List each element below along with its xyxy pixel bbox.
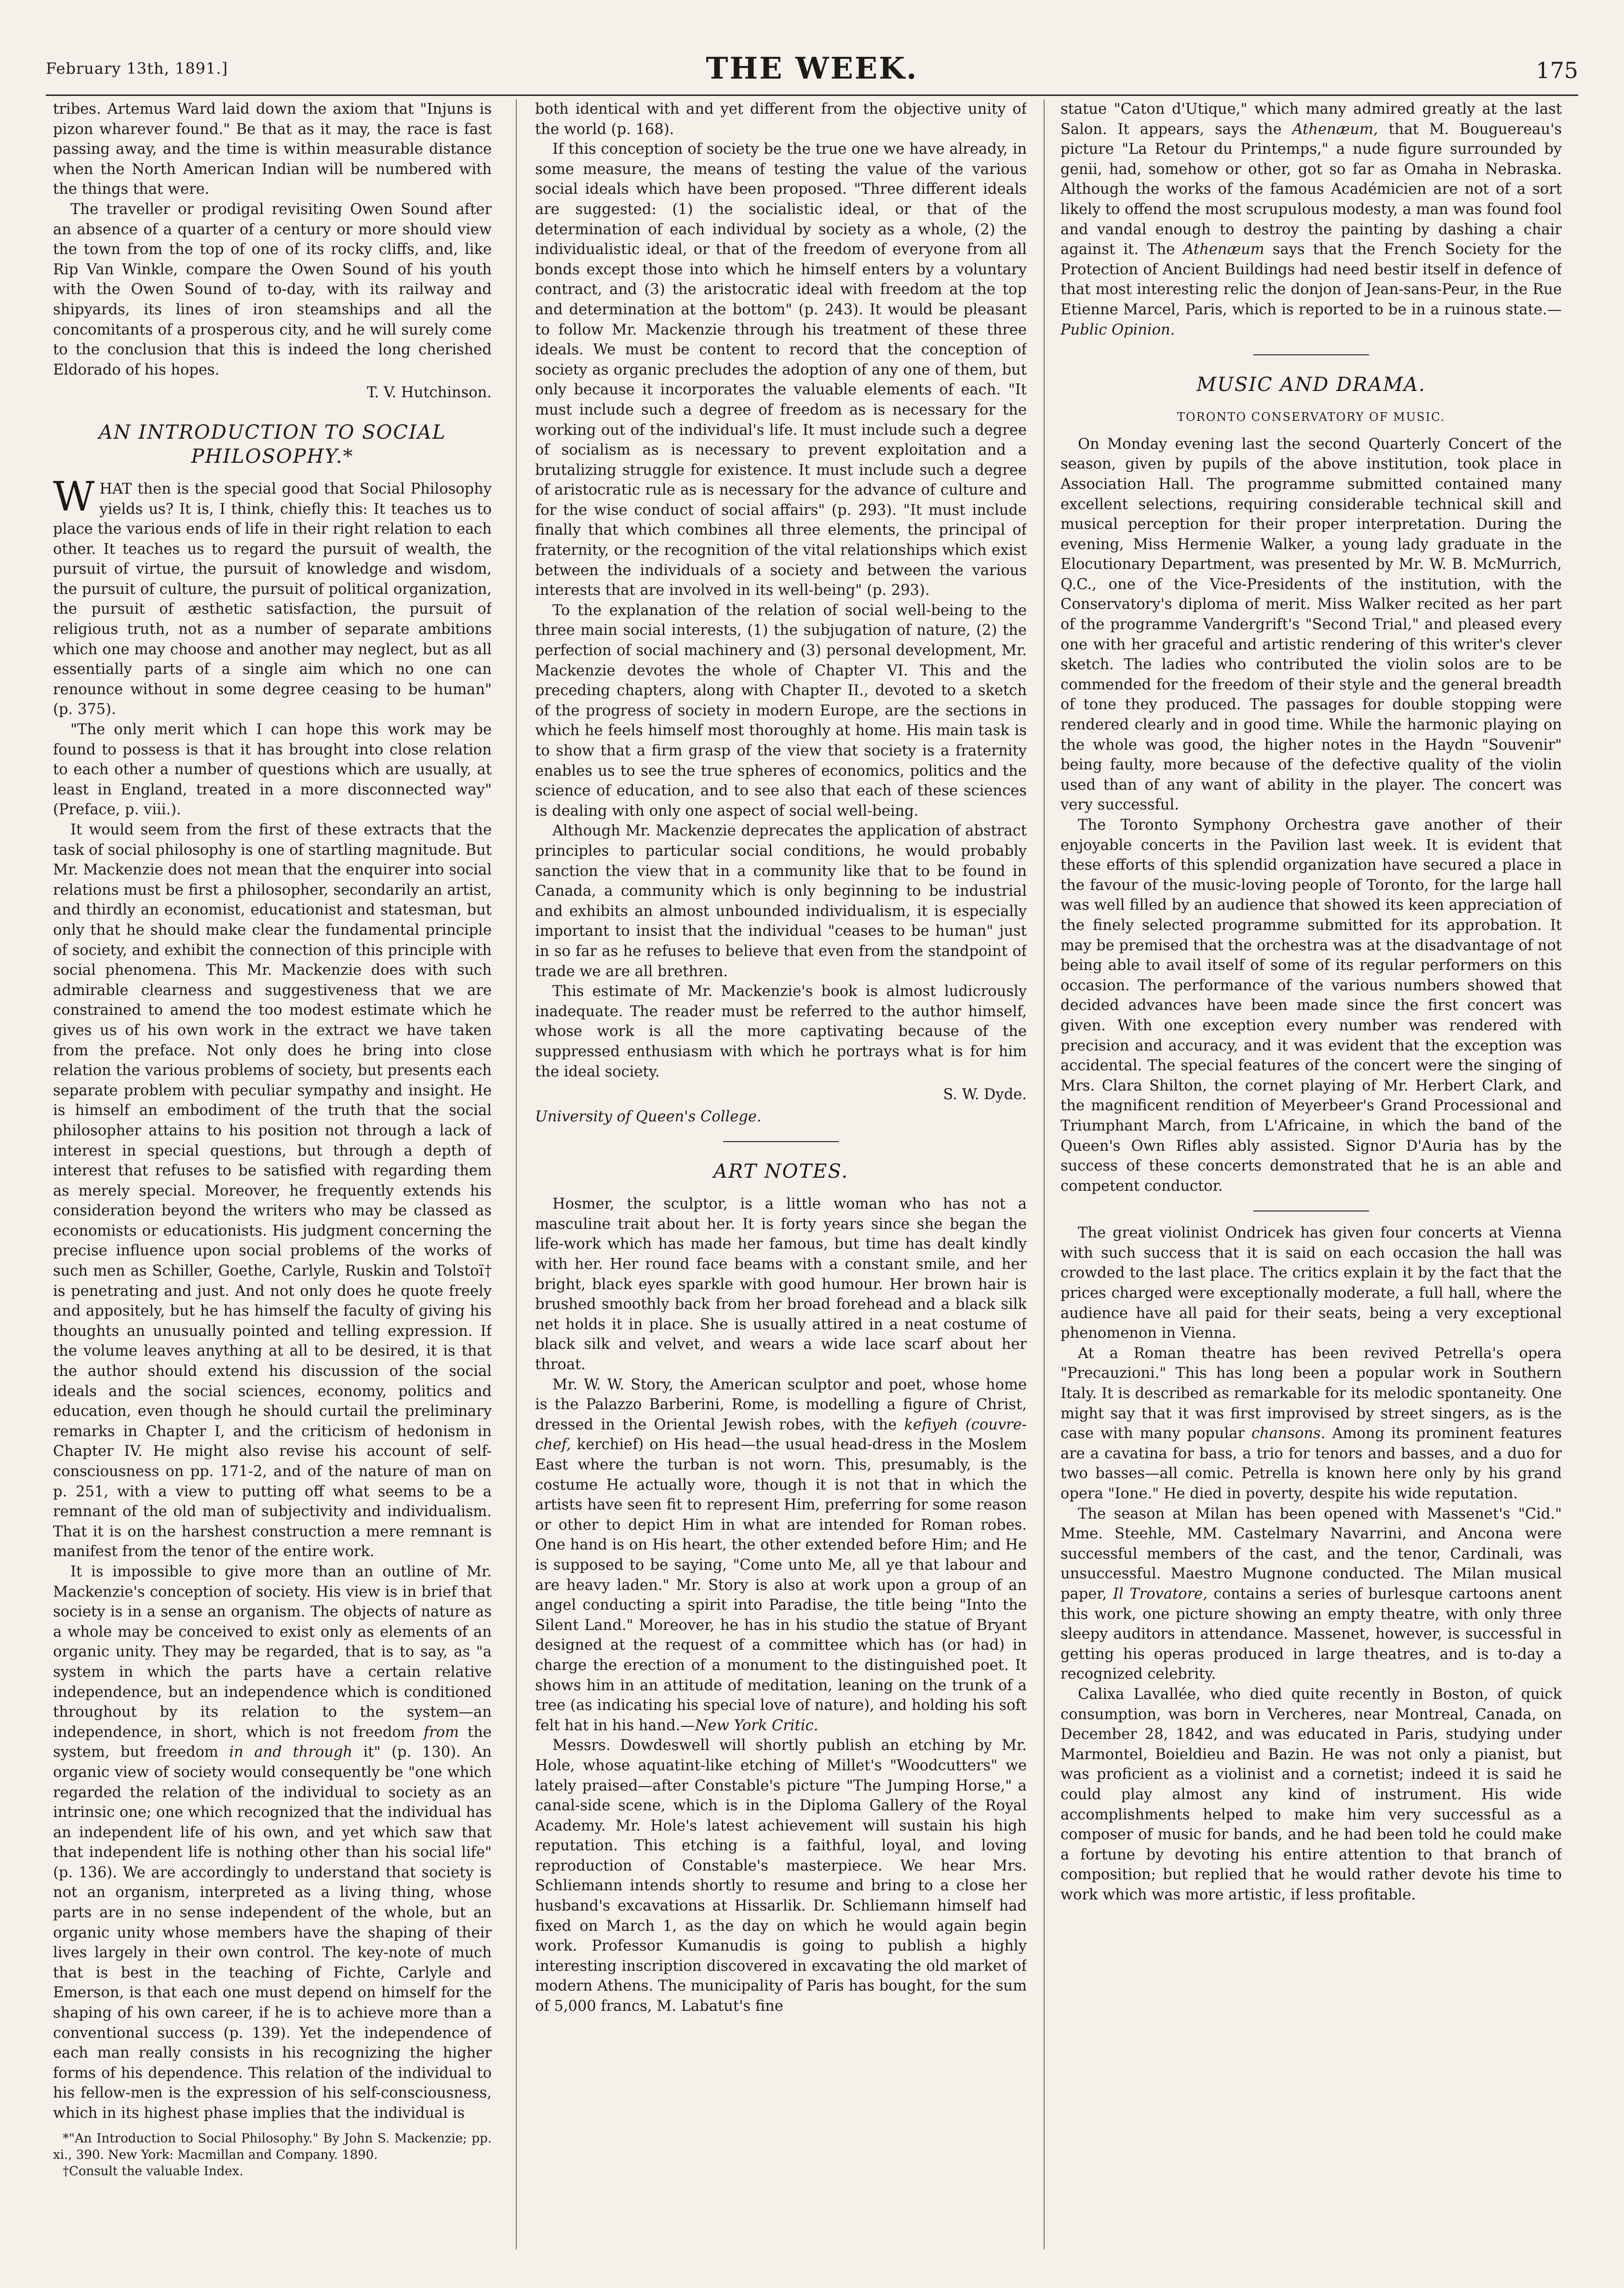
paragraph [1060,1344,1562,1504]
paragraph [535,1375,1027,1736]
paragraph: On Monday evening last the second Quarterly Concert of the season, given by pupils of the above institution, took place in Association Hall. The programme submitted contained many excellent selections, requiring considerable technical skill and musical perception for their proper interpretation. During the evening, Miss Hermenie Walker, a young lady graduate in the Elocutionary Department, was presented by Mr. W. B. McMurrich, Q.C., one of the Vice-Presidents of the institution, with the Conservatory's diploma of merit. Miss Walker recited as her part of the programme Vandergrift's "Second Trial," and pleased every one with her graceful and artistic rendering of this writer's clever sketch. The ladies who contributed the violin solos are to be commended for the freedom of their style and the general breadth of tone they produced. The passages for double stopping were rendered clearly and in good time. While the harmonic playing on the whole was good, the higher notes in the Haydn "Souvenir" being faulty, more because of the defective quality of the violin used than of any want of ability in the player. The concert was very successful. [1060,435,1562,814]
paragraph: It would seem from the first of these extracts that the task of social philosophy is one of startling magnitude. But Mr. Mackenzie does not mean that the enquirer into social relations must be first a philosopher, secondarily an artist, and thirdly an economist, educationist and statesman, but only that he should make clear the fundamental principle of society, and exhibit the connection of this principle with social phenomena. This Mr. Mackenzie does with such admirable clearness and suggestiveness that we are constrained to amend the too modest estimate which he gives us of his own work in the extract we have taken from the preface. Not only does he bring into close relation the various problems of society, but presents each separate problem with peculiar sympathy and insight. He is himself an embodiment of the truth that the social philosopher attains to his position not through a lack of interest in special questions, but through a depth of interest that refuses to be satisfied with regarding them as merely special. Moreover, he frequently extends his consideration beyond the writers who may be classed as economists or educationists. His judgment concerning the precise influence upon social problems of the works of such men as Schiller, Goethe, Carlyle, Ruskin and Tolstoï† is penetrating and just. And not only does he quote freely and appositely, but he has himself the faculty of giving his thoughts an unusually pointed and telling expression. If the volume leaves anything at all to be desired, it is that the author should extend his discussion of the social ideals and the social sciences, economy, politics and education, even though he should curtail the preliminary remarks in Chapter I, and the criticism of hedonism in Chapter IV. He might also revise his account of self-consciousness on pp. 171-2, and of the nature of man on p. 251, with a view to putting off what seems to be a remnant of the old man of subjectivity and individualism. That it is on the harshest construction a mere remnant is manifest from the tenor of the entire work. [53,821,492,1561]
newspaper-title: THE WEEK. [706,51,918,86]
paragraph: Messrs. Dowdeswell will shortly publish an etching by Mr. Hole, whose aquatint-like etching of Millet's "Woodcutters" we lately praised—after Constable's picture "The Jumping Horse," a canal-side scene, which is in the Diploma Gallery of the Royal Academy. Mr. Hole's latest achievement will sustain his high reputation. This etching is a faithful, loyal, and loving reproduction of Constable's masterpiece. We hear Mrs. Schliemann intends shortly to resume and bring to a close her husband's excavations at Hissarlik. Dr. Schliemann himself had fixed on March 1, as the day on which he would again begin work. Professor Kumanudis is going to publish a highly interesting inscription discovered in excavating the old market of modern Athens. The municipality of Paris has bought, for the sum of 5,000 francs, M. Labatut's fine [535,1737,1027,2015]
column-1 [53,99,492,2254]
section-rule [1253,354,1369,355]
emphasis: chansons. [1251,1425,1326,1442]
emphasis: Athenæum [1183,241,1264,258]
header-rule [46,94,1578,96]
paragraph: both identical with and yet different from the objective unity of the world (p. 168). [535,101,1027,138]
column-3 [1060,99,1562,2254]
paragraph-text: says that the French Society for the Protection of Ancient Buildings had need bestir itself in defence of that most interesting relic the donjon of Jean-sans-Peur, in the Rue Etienne Marcel, Paris, which is reported to be in a ruinous state.— [1060,241,1562,318]
paragraph-text: It is impossible to give more than an outline of Mr. Mackenzie's conception of society. His view is in brief that society is in a sense an organism. The objects of nature as a whole may be conceived to exist only as elements of an organic unity. They may be regarded, that is to say, as "a system in which the parts have a certain relative independence, but an independence which is conditioned throughout by its relation to the system—an independence, in short, which is not freedom [53,1563,492,1741]
emphasis: kefiyeh (couvre-chef, [535,1416,1027,1454]
emphasis: Public Opinion. [1060,321,1175,338]
page-number: 175 [1536,57,1578,83]
paragraph-text: contains a series of burlesque cartoons anent this work, one picture showing an empty theatre, with only three sleepy auditors in attendance. Massenet, however, is successful in getting his operas produced in large theatres, and is to-day a recognized celebrity. [1060,1585,1562,1683]
paragraph: To the explanation of the relation of social well-being to the three main social interests, (1) the subjugation of nature, (2) the perfection of social machinery and (3) personal development, Mr. Mackenzie devotes the whole of Chapter VI. This and the preceding chapters, along with Chapter II., devoted to a sketch of the progress of society in modern Europe, are the sections in which he feels himself most thoroughly at home. His main task is to show that a firm grasp of the view that society is a fraternity enables us to see the true spheres of economics, politics and the science of education, and to see also that each of these sciences is dealing with only one aspect of social well-being. [535,602,1027,820]
section-rule [723,1141,839,1142]
paragraph-text: Among its prominent features are a cavatina for bass, a trio for tenors and basses, and a duo for two basses—all comic. Petrella is known here only by his grand opera "Ione." He died in poverty, despite his wide reputation. [1060,1425,1562,1502]
paragraph-text: it" (p. 130). An organic view of society would consequently be "one which regarded the relation of the individual to society as an intrinsic one; one which recognized that the individual has an independent life of his own, and yet which saw that that independent life is nothing other than his social life" (p. 136). We are accordingly to understand that society is not an organism, interpreted as a living thing, whose parts are in no sense independent of the whole, but an organic unity whose members have the shaping of their lives largely in their own control. The key-note of much that is best in the teaching of Fichte, Carlyle and Emerson, is that each one must depend on himself for the shaping of his own career, if he is to achieve more than a conventional success (p. 139). Yet the independence of each man really consists in his recognizing the higher forms of his dependence. This relation of the individual to his fellow-men is the expression of his self-consciousness, which in its highest phase implies that the individual is [53,1744,492,2122]
paragraph: "The only merit which I can hope this work may be found to possess is that it has brought into close relation to each other a number of questions which are usually, at least in England, treated in a more disconnected way" (Preface, p. viii.). [53,721,492,819]
paragraph: tribes. Artemus Ward laid down the axiom that "Injuns is pizon wharever found." Be that as it may, the race is fast passing away, and the time is within measurable distance when the North American Indian will be numbered with the things that were. [53,101,492,198]
column-divider [1044,99,1045,2249]
author-signature: T. V. Hutchinson. [366,384,492,402]
paragraph: The Toronto Symphony Orchestra gave another of their enjoyable concerts in the Pavilion last week. It is evident that these efforts of this splendid organization have secured a place in the favour of the music-loving people of Toronto, for the large hall was well filled by an audience that showed its keen appreciation of the finely selected programme submitted for its approbation. It may be premised that the orchestra was at the disadvantage of not being able to avail itself of some of its regular performers on this occasion. The performance of the various numbers showed that decided advances have been made since the first concert was given. With one exception every number was rendered with precision and accuracy, and it was evident that the exception was accidental. The special features of the concert were the singing of Mrs. Clara Shilton, the cornet playing of Mr. Herbert Clark, and the magnificent rendition of Meyerbeer's Grand Processional and Triumphant March, from L'Africaine, in which the band of the Queen's Own Rifles ably assisted. Signor D'Auria has by the success of these concerts demonstrated that he is an able and competent conductor. [1060,817,1562,1195]
page-header [46,51,1578,89]
paragraph: The great violinist Ondricek has given four concerts at Vienna with such success that it is said on each occasion the hall was crowded to the last place. The critics explain it by the fact that the prices charged were exceptionally moderate, a full hall, where the audience have all paid for their seats, being a very exceptional phenomenon in Vienna. [1060,1225,1562,1342]
drop-cap: W [53,472,95,520]
article-title: AN INTRODUCTION TO SOCIAL PHILOSOPHY.* [98,421,446,468]
paragraph-text: Mr. W. W. Story, the American sculptor and poet, whose home is the Palazzo Barberini, Rome, is modelling a figure of Christ, dressed in the Oriental Jewish robes, with the [535,1376,1027,1433]
author-signature: S. W. Dyde. [943,1086,1027,1104]
paragraph: Although Mr. Mackenzie deprecates the application of abstract principles to particular social conditions, he would probably sanction the view that in a community like that to be found in Canada, a community which is only beginning to be industrial and exhibits an almost unbounded individualism, it is especially important to insist that the individual "ceases to be human" just in so far as he refuses to believe that even from the standpoint of trade we are all brethren. [535,822,1027,980]
paragraph: If this conception of society be the true one we have already, in some measure, the means of testing the value of the various social ideals which have been proposed. "Three different ideals are suggested: (1) the socialistic ideal, or that of the determination of each individual by society as a whole, (2) the individualistic ideal, or that of the freedom of everyone from all bonds except those into which he himself enters by a voluntary contract, and (3) the aristocratic ideal with freedom at the top and determination at the bottom" (p. 243). It would be pleasant to follow Mr. Mackenzie through his treatment of these three ideals. We must be content to record that the conception of society as organic precludes the adoption of any one of them, but only because it incorporates the valuable elements of each. "It must include such a degree of freedom as is necessary for the working out of the individual's life. It must include such a degree of socialism as is necessary to prevent exploitation and a brutalizing struggle for existence. It must include such a degree of aristocratic rule as is necessary for the advance of culture and for the wise conduct of social affairs" (p. 293). "It must include finally that which combines all three elements, the principal of fraternity, or the recognition of the vital relationships which exist between the individuals of a society and between the various interests that are involved in its well-being" (p. 293). [535,141,1027,599]
section-title-art-notes: ART NOTES. [713,1160,849,1183]
author-affiliation: University of Queen's College. [535,1108,762,1125]
emphasis: Athenæum, [1292,121,1378,138]
footnote: †Consult the valuable Index. [63,2164,243,2179]
footnote: *"An Introduction to Social Philosophy." By John S. Mackenzie; pp. xi., 390. New York: Macmillan and Company. 1890. [53,2131,492,2162]
paragraph: Calixa Lavallée, who died quite recently in Boston, of quick consumption, was born in Vercheres, near Montreal, Canada, on December 28, 1842, and was educated in Paris, studying under Marmontel, Boieldieu and Bazin. He was not only a pianist, but was proficient as a violinist and a cornetist; indeed it is said he could play almost any kind of instrument. His wide accomplishments helped to make him very successful as a composer of music for bands, and he had been told he could make a fortune by devoting his entire attention to that branch of composition; but replied that he would rather devote his time to work which was more artistic, if less profitable. [1060,1685,1562,1903]
emphasis: New York Critic. [695,1717,819,1734]
emphasis: in and through [229,1744,352,1761]
paragraph-text: At a Roman theatre has been revived Petrella's opera "Precauzioni." This has long been a popular work in Southern Italy. It is described as remarkable for its melodic spontaneity. One might say that it was first improvised by street singers, as is the case with many popular [1060,1345,1562,1442]
column-divider [516,99,517,2249]
paragraph-text: The season at Milan has been opened with Massenet's "Cid." Mme. Steehle, MM. Castelmary Navarrini, and Ancona were successful members of the cast, and the tenor, Cardinali, was unsuccessful. Maestro Mugnone conducted. The Milan musical paper, [1060,1505,1562,1602]
paragraph: Hosmer, the sculptor, is a little woman who has not a masculine trait about her. It is forty years since she began the life-work which has made her famous, but time has dealt kindly with her. Her round face beams with a constant smile, and her bright, black eyes sparkle with good humour. Her brown hair is brushed smoothly back from her broad forehead and a black silk net holds it in place. She is usually attired in a neat costume of black silk and velvet, and wears a wide lace scarf about her throat. [535,1196,1027,1373]
paragraph-text: the system, but freedom [53,1723,492,1761]
paragraph-text: statue "Caton d'Utique," which many admired greatly at the last Salon. It appears, says the [1060,101,1562,138]
section-title-music-and-drama: MUSIC AND DRAMA. [1196,374,1426,396]
paragraph [1060,99,1562,340]
paragraph-text: HAT then is the special good that Social Philosophy yields us? It is, I think, chiefly this: It teaches us to place the various ends of life in their right relation to each other. It teaches us to regard the pursuit of wealth, the pursuit of virtue, the pursuit of knowledge and wisdom, the pursuit of culture, the pursuit of political organization, the pursuit of æsthetic satisfaction, the pursuit of religious truth, not as a number of separate ambitions which one may choose and another may neglect, but as all essentially parts of a single aim which no one can renounce without in some degree ceasing to be human" (p. 375). [53,480,492,718]
paragraph [53,1562,492,2124]
paragraph [1060,1504,1562,1684]
subheading: TORONTO CONSERVATORY OF MUSIC. [1177,410,1445,424]
paragraph: This estimate of Mr. Mackenzie's book is almost ludicrously inadequate. The reader must be referred to the author himself, whose work is all the more captivating because of the suppressed enthusiasm with which he portrays what is for him the ideal society. [535,983,1027,1080]
emphasis: from [423,1723,459,1741]
paragraph [53,472,492,720]
emphasis: Il Trovatore, [1113,1585,1208,1602]
footnotes [53,2130,492,2180]
paragraph-text: kerchief) on His head—the usual head-dress in the Moslem East where the turban is not worn. This, presumably, is the costume He actually wore, though it is not that in which the artists have seen fit to represent Him, preferring for some reason or other to depict Him in what are intended for Roman robes. One hand is on His heart, the other extended before Him; and He is supposed to be saying, "Come unto Me, all ye that labour and are heavy laden." Mr. Story is also at work upon a group of an angel conducting a spirit into Paradise, the title being "Into the Silent Land." Moreover, he has in his studio the statue of Bryant designed at the request of a committee which has (or had) in charge the erection of a monument to the distinguished poet. It shows him in an attitude of meditation, leaning on the trunk of a tree (as indicating his special love of nature), and holding his soft felt hat in his hand.— [535,1436,1027,1734]
column-2 [535,99,1027,2254]
paragraph: The traveller or prodigal revisiting Owen Sound after an absence of a quarter of a century or more should view the town from the top of one of its rocky cliffs, and, like Rip Van Winkle, compare the Owen Sound of his youth with the Owen Sound of to-day, with its railway and shipyards, its lines of iron steamships and all the concomitants of a prosperous city, and he will surely come to the conclusion that this is indeed the long cherished Eldorado of his hopes. [53,201,492,378]
issue-date: February 13th, 1891.] [46,59,228,78]
paragraph-text: that M. Bouguereau's picture "La Retour du Printemps," a nude figure surrounded by genii, had, somehow or other, got so far as Omaha in Nebraska. Although the works of the famous Académicien are not of a sort likely to offend the most scrupulous modesty, a man was found fool and vandal enough to destroy the painting by dashing a chair against it. The [1060,121,1562,258]
